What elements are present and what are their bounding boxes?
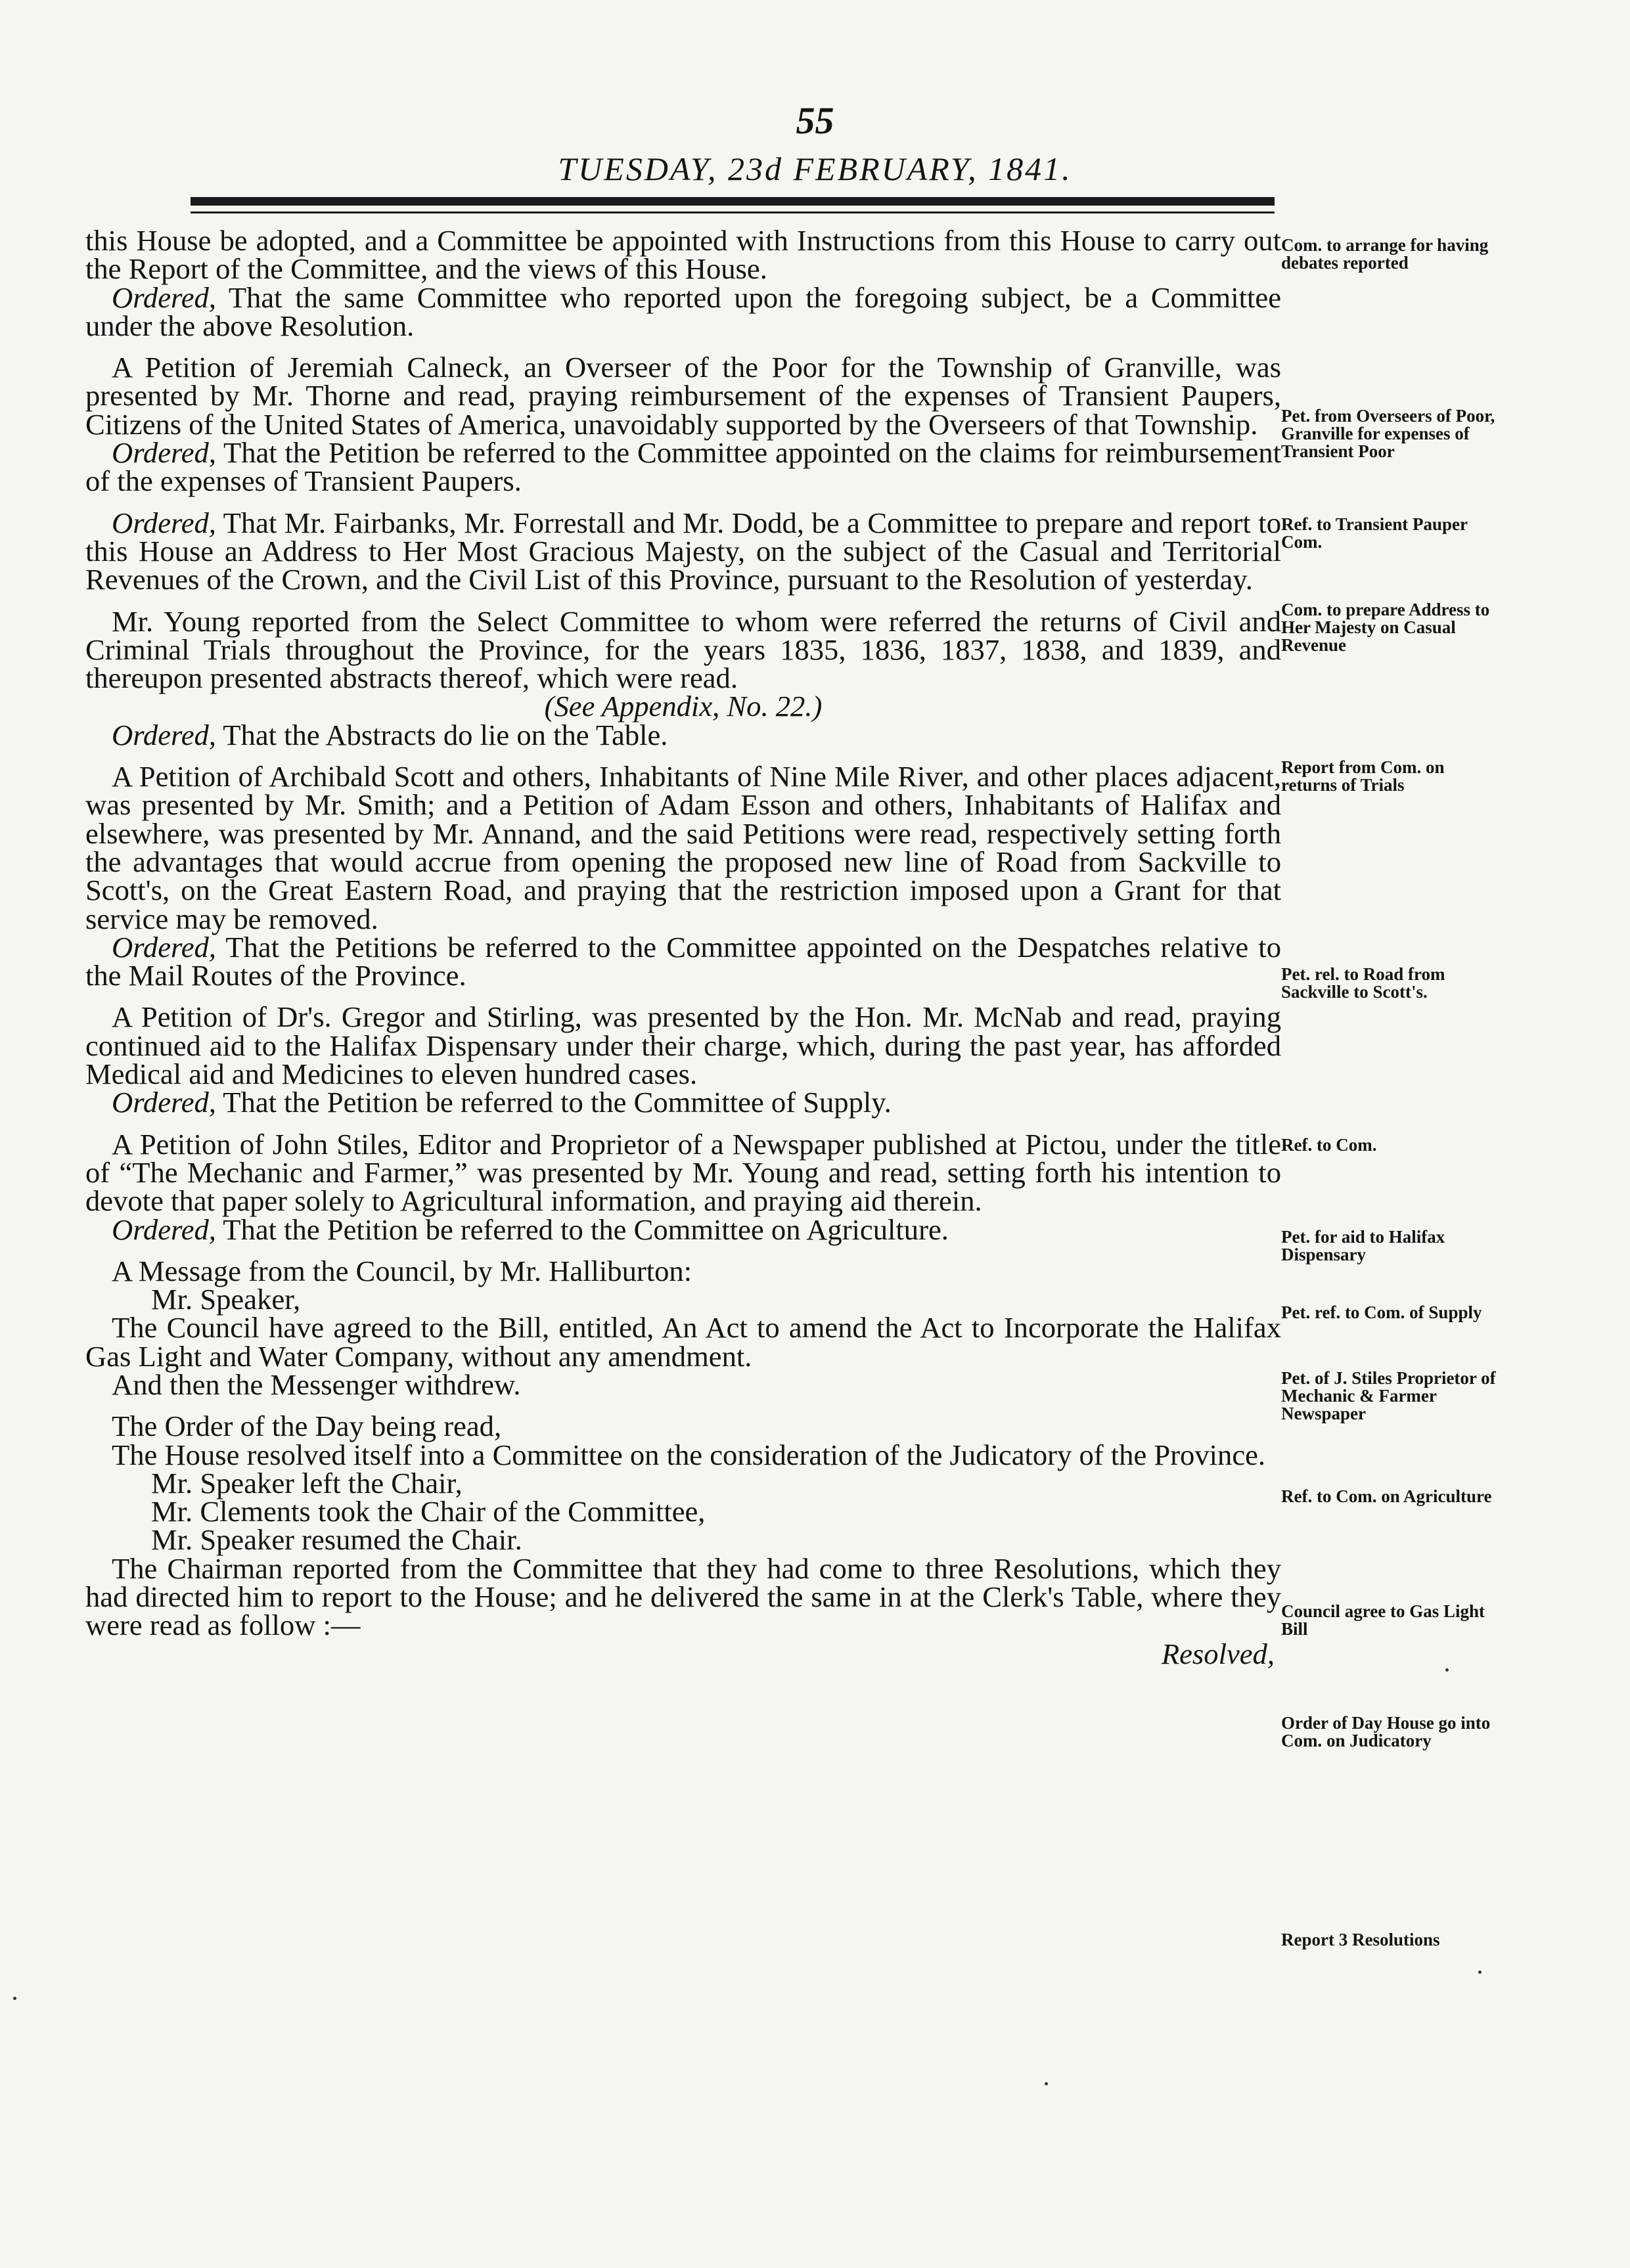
resolved-catchword: Resolved, [1161,1637,1275,1670]
mr-speaker-address: Mr. Speaker, [151,1283,301,1316]
margin-note-resolutions: Report 3 Resolutions [1281,1930,1440,1949]
margin-note-judicatory: Order of Day House go into Com. on Judicatory [1281,1713,1491,1750]
ink-speck [1445,1668,1449,1672]
ordered-mail-routes: Ordered, That the Petitions be referred to the Committee appointed on the Despatches relative to the Mail Routes of the Province. [85,930,1281,992]
council-message: A Message from the Council, by Mr. Halliburton: [112,1254,692,1287]
clements-took-chair: Mr. Clements took the Chair of the Committee, [151,1495,706,1528]
margin-note-trials: Report from Com. on returns of Trials [1281,757,1445,795]
petition-stiles: A Petition of John Stiles, Editor and Proprietor of a Newspaper published at Pictou, under the title of “The Mechanic and Farmer,” was presented by Mr. Young and read, setting forth his intention to devote that paper solely to Agricultural information, and praying aid therein. [85,1127,1281,1218]
margin-note-agriculture: Ref. to Com. on Agriculture [1281,1486,1492,1506]
petition-road-sackville: A Petition of Archibald Scott and others, Inhabitants of Nine Mile River, and other places adjacent, was presented by Mr. Smith; and a Petition of Adam Esson and others, Inhabitants of Halifax and elsewhere, was presented by Mr. Annand, and the said Petitions were read, respectively setting forth the advantages that would accrue from opening the proposed new line of Road from Sackville to Scott's, on the Great Eastern Road, and praying that the restriction imposed upon a Grant for that service may be removed. [85,760,1281,935]
ink-speck [1045,2082,1048,2085]
margin-note-ref-com: Ref. to Com. [1281,1135,1377,1155]
ordered-agriculture: Ordered, That the Petition be referred to the Committee on Agriculture. [112,1212,949,1246]
margin-note-supply: Pet. ref. to Com. of Supply [1281,1302,1482,1322]
margin-note-stiles: Pet. of J. Stiles Proprietor of Mechanic & Farmer Newspaper [1281,1368,1496,1423]
paragraph-adopt-report: this House be adopted, and a Committee be appointed with Instructions from this House to carry out the Report of the Committee, and the views of this House. [85,224,1281,286]
ordered-transient-paupers: Ordered, That the Petition be referred to the Committee appointed on the claims for reimbursement of the expenses of Transient Paupers. [85,436,1281,498]
ordered-same-committee: Ordered, That the same Committee who reported upon the foregoing subject, be a Committee under the above Resolution. [85,280,1281,342]
ink-speck [13,1997,16,2000]
chairman-reported: The Chairman reported from the Committee that they had come to three Resolutions, which they had directed him to report to the House; and he delivered the same in at the Clerk's Table, where they were read as follow :— [85,1551,1281,1642]
speaker-resumed-chair: Mr. Speaker resumed the Chair. [151,1523,522,1557]
report-trials: Mr. Young reported from the Select Committee to whom were referred the returns of Civil and Criminal Trials throughout the Province, for the years 1835, 1836, 1837, 1838, and 1839, and thereupon presented abstracts thereof, which were read. [85,604,1281,695]
petition-dispensary: A Petition of Dr's. Gregor and Stirling, was presented by the Hon. Mr. McNab and read, praying continued aid to the Halifax Dispensary under their charge, which, during the past year, has afforded Medical aid and Medicines to eleven hundred cases. [85,1000,1281,1091]
ordered-supply: Ordered, That the Petition be referred to the Committee of Supply. [112,1086,892,1119]
appendix-reference: (See Appendix, No. 22.) [544,690,823,723]
header-rule [191,197,1275,206]
messenger-withdrew: And then the Messenger withdrew. [112,1367,521,1401]
petition-calneck: A Petition of Jeremiah Calneck, an Overseer of the Poor for the Township of Granville, was presented by Mr. Thorne and read, praying reimbursement of the expenses of Transient Paupers, Citizens of the United States of America, unavoidably supported by the Overseers of that Township. [85,351,1281,441]
journal-body [85,224,1281,1670]
speaker-left-chair: Mr. Speaker left the Chair, [151,1466,463,1500]
house-resolved-committee: The House resolved itself into a Committee on the consideration of the Judicatory of the Province. [112,1438,1266,1471]
margin-note-dispensary: Pet. for aid to Halifax Dispensary [1281,1227,1445,1264]
margin-note-transient: Ref. to Transient Pauper Com. [1281,514,1468,552]
order-of-day: The Order of the Day being read, [112,1410,502,1443]
margin-note-address: Com. to prepare Address to Her Majesty on Casual Revenue [1281,600,1490,655]
ordered-address-committee: Ordered, That Mr. Fairbanks, Mr. Forrestall and Mr. Dodd, be a Committee to prepare and report to this House an Address to Her Most Gracious Majesty, on the subject of the Casual and Territorial Revenues of the Crown, and the Civil List of this Province, pursuant to the Resolution of yesterday. [85,506,1281,596]
ink-speck [1478,1970,1482,1974]
page-number: 55 [796,99,834,142]
ordered-abstracts: Ordered, That the Abstracts do lie on the Table. [112,718,668,751]
margin-note-road: Pet. rel. to Road from Sackville to Scott's. [1281,964,1445,1002]
margin-note-debates: Com. to arrange for having debates reported [1281,235,1489,273]
running-head: TUESDAY, 23d FEBRUARY, 1841. [558,150,1072,187]
margin-note-gas-light: Council agree to Gas Light Bill [1281,1601,1485,1639]
header-rule-thin [191,211,1275,213]
council-agreed-bill: The Council have agreed to the Bill, entitled, An Act to amend the Act to Incorporate the Halifax Gas Light and Water Company, without any amendment. [85,1311,1281,1373]
margin-note-overseers: Pet. from Overseers of Poor, Granville for expenses of Transient Poor [1281,406,1495,461]
